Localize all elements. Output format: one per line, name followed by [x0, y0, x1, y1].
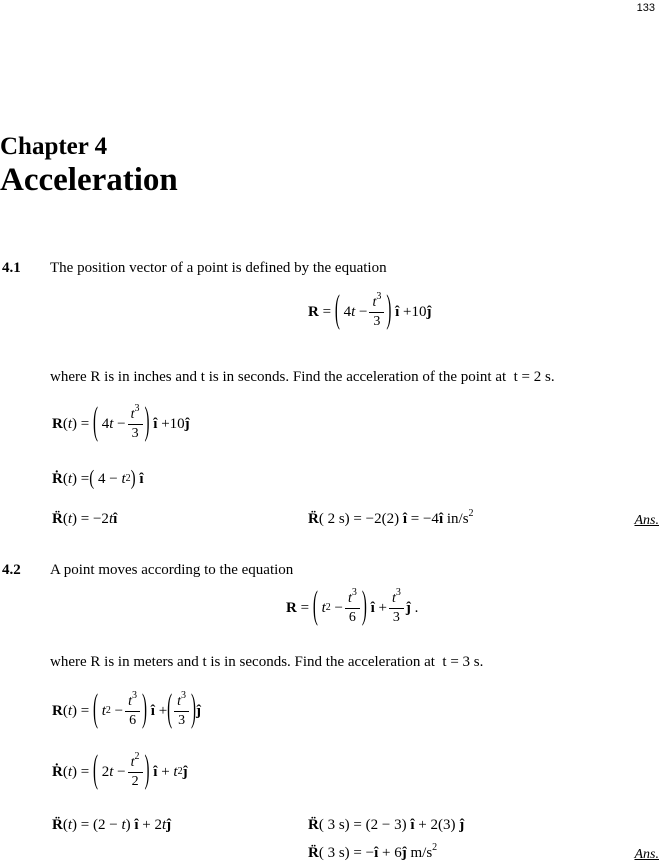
step-1-4-2: R ( t ) = ( t $^2$ − $\frac{t^3}{6}$ ) î + ( $\frac{t^3}{3}$ ) ĵ — [52, 689, 202, 731]
result-4-1: R̈( 2 s) = −2(2) î = −4î $in/s^2$ — [308, 508, 474, 527]
given-equation-4-2: R = ( t $^2$ − $\frac{t^3}{6}$ ) î + $\frac{t^3}{3}$ ĵ . — [286, 586, 419, 628]
answer-label-4-1: Ans. — [634, 513, 659, 528]
where-text-4-2: where R is in meters and t is in seconds. Find the acceleration at t = 3 s. — [50, 654, 484, 670]
result-1-4-2: R̈( 3 s) = (2 − 3) î + 2(3) ĵ — [308, 817, 465, 833]
step-2-4-2: Ṙ ( t ) = ( 2 t − $\frac{t^2}{2}$ ) î + t $^2$ ĵ — [52, 750, 188, 792]
problem-number-4-2: 4.2 — [2, 562, 21, 578]
chapter-title: Acceleration — [0, 162, 178, 198]
step-1-4-1: R ( t ) = ( 4 t − $\frac{t^3}{3}$ ) î +10 ĵ — [52, 402, 190, 444]
step-2-4-1: Ṙ ( t ) = ( 4 − t $^2$ ) î — [52, 467, 144, 490]
answer-label-4-2: Ans. — [634, 847, 659, 862]
problem-number-4-1: 4.1 — [2, 260, 21, 276]
step-3-4-2: R̈(t) = (2 − t) î + 2tĵ — [52, 817, 172, 833]
page-number: 133 — [636, 2, 655, 14]
chapter-label: Chapter 4 — [0, 133, 108, 160]
problem-statement-4-1: The position vector of a point is defined by the equation — [50, 260, 387, 276]
given-equation-4-1: R = ( 4 t − $\frac{t^3}{3}$ ) î +10 ĵ — [308, 290, 432, 332]
result-2-4-2: R̈( 3 s) = −î + 6ĵ $m/s^2$ — [308, 842, 438, 861]
problem-statement-4-2: A point moves according to the equation — [50, 562, 294, 578]
step-3-4-1: R̈(t) = −2tî — [52, 511, 118, 527]
where-text-4-1: where R is in inches and t is in seconds. Find the acceleration of the point at t = 2 s. — [50, 369, 555, 385]
